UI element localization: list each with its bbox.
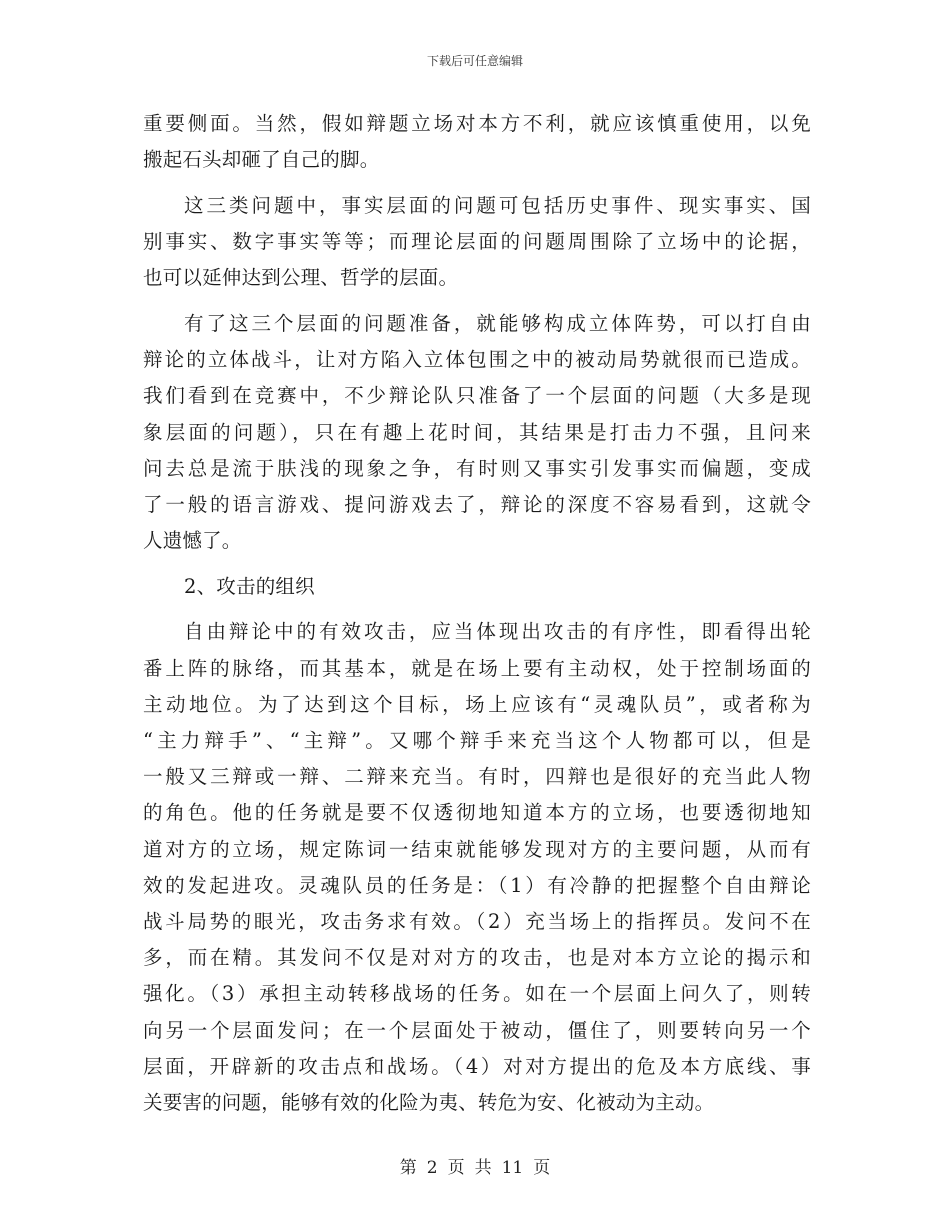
text-line: 一般又三辩或一辩、二辩来充当。有时，四辩也是很好的充当此人物 [143, 765, 811, 789]
text-line: 我们看到在竞赛中，不少辩论队只准备了一个层面的问题（大多是现 [143, 384, 811, 408]
text-line: 效的发起进攻。灵魂队员的任务是：（1）有冷静的把握整个自由辩论 [143, 873, 811, 897]
text-line: “主力辩手”、“主辩”。又哪个辩手来充当这个人物都可以，但是 [143, 729, 811, 752]
text-line: 向另一个层面发问；在一个层面处于被动，僵住了，则要转向另一个 [143, 1018, 811, 1042]
text-line: 战斗局势的眼光，攻击务求有效。（2）充当场上的指挥员。发问不在 [143, 909, 811, 933]
section-heading [143, 569, 811, 605]
paragraph [143, 306, 811, 559]
text-line: 多，而在精。其发问不仅是对对方的攻击，也是对本方立论的揭示和 [143, 946, 811, 970]
text-line: 强化。（3）承担主动转移战场的任务。如在一个层面上问久了，则转 [143, 982, 811, 1006]
text-line: 主动地位。为了达到这个目标，场上应该有“灵魂队员”，或者称为 [143, 692, 811, 716]
document-body [143, 106, 811, 1121]
text-line: 自由辩论中的有效攻击，应当体现出攻击的有序性，即看得出轮 [184, 620, 811, 644]
footer-label-ye-2: 页 [533, 1158, 551, 1178]
current-page-number: 2 [426, 1158, 438, 1178]
text-line: 了一般的语言游戏、提问游戏去了，辩论的深度不容易看到，这就令 [143, 492, 811, 516]
text-line: 2、攻击的组织 [184, 574, 315, 598]
text-line: 的角色。他的任务就是要不仅透彻地知道本方的立场，也要透彻地知 [143, 801, 811, 825]
text-line: 也可以延伸达到公理、哲学的层面。 [143, 266, 459, 290]
text-line: 问去总是流于肤浅的现象之争，有时则又事实引发事实而偏题，变成 [143, 456, 811, 480]
page-header: 下载后可任意编辑 [426, 54, 523, 68]
text-line: 有了这三个层面的问题准备，就能够构成立体阵势，可以打自由 [184, 311, 811, 335]
paragraph [143, 614, 811, 1121]
footer-label-ye: 页 [447, 1158, 465, 1178]
text-line: 这三类问题中，事实层面的问题可包括历史事件、现实事实、国 [184, 193, 811, 217]
footer-label-gong: 共 [474, 1158, 492, 1178]
paragraph [143, 188, 811, 297]
text-line: 辩论的立体战斗，让对方陷入立体包围之中的被动局势就很而已造成。 [143, 348, 811, 372]
text-line: 象层面的问题），只在有趣上花时间，其结果是打击力不强，且问来 [143, 420, 811, 444]
total-pages-number: 11 [501, 1158, 524, 1178]
text-line: 层面，开辟新的攻击点和战场。（4）对对方提出的危及本方底线、事 [143, 1054, 811, 1078]
text-line: 人遗憾了。 [143, 529, 242, 553]
footer-label-di: 第 [399, 1158, 417, 1178]
page-footer [0, 1153, 950, 1178]
text-line: 别事实、数字事实等等；而理论层面的问题周围除了立场中的论据， [143, 230, 811, 254]
text-line: 搬起石头却砸了自己的脚。 [143, 148, 380, 172]
paragraph [143, 106, 811, 178]
text-line: 道对方的立场，规定陈词一结束就能够发现对方的主要问题，从而有 [143, 837, 811, 861]
text-line: 关要害的问题，能够有效的化险为夷、转危为安、化被动为主动。 [143, 1090, 715, 1114]
text-line: 重要侧面。当然，假如辩题立场对本方不利，就应该慎重使用，以免 [143, 112, 811, 135]
text-line: 番上阵的脉络，而其基本，就是在场上要有主动权，处于控制场面的 [143, 656, 811, 680]
